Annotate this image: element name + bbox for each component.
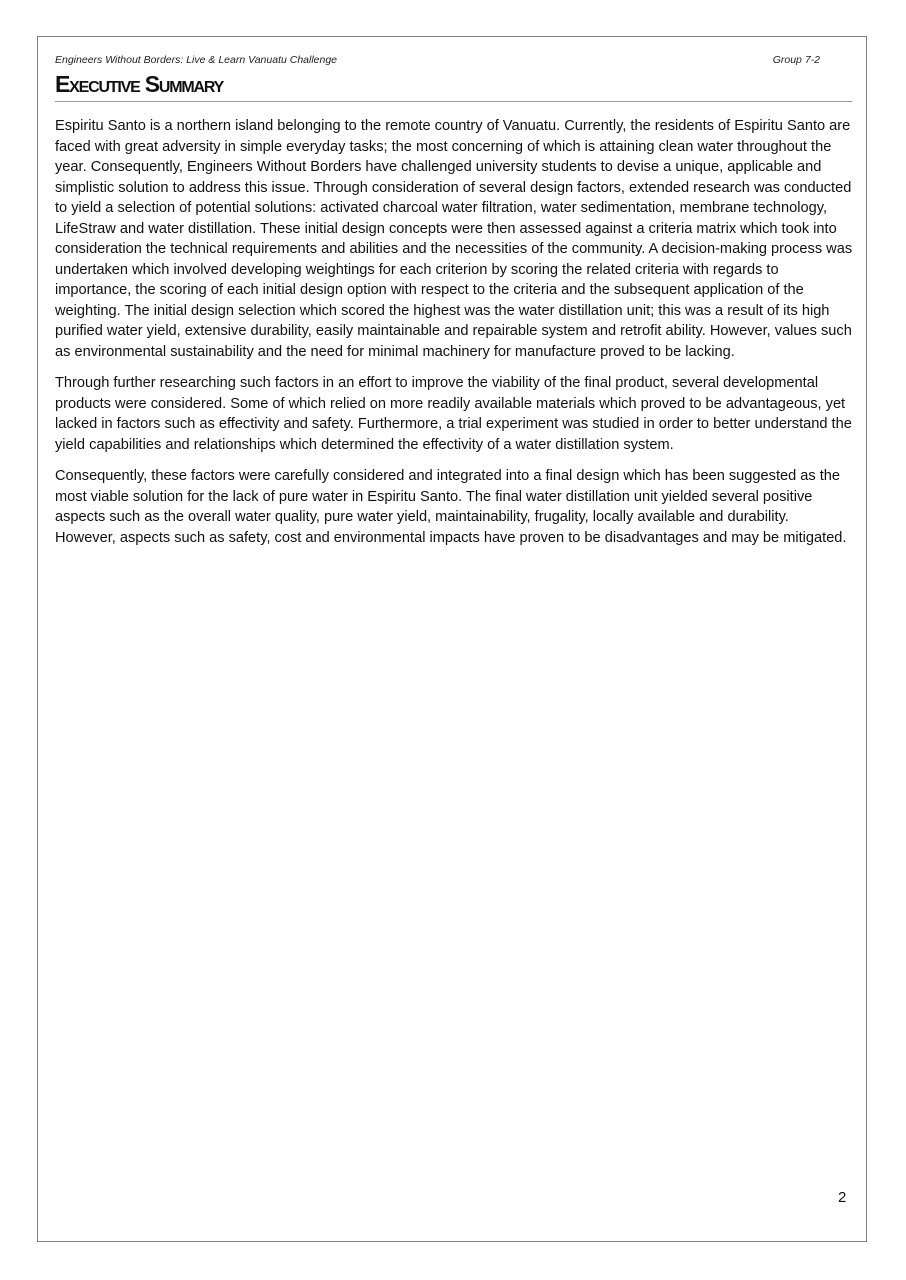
header-document-title: Engineers Without Borders: Live & Learn Vanuatu Challenge xyxy=(55,54,338,66)
header-group-label: Group 7-2 xyxy=(772,54,820,66)
body-text xyxy=(55,116,853,559)
paragraph-2: Through further researching such factors in an effort to improve the viability of the final product, several developmental products were considered. Some of which relied on more readily available materials which proved to be advantageous, yet lacked in factors such as effectivity and safety. Furthermore, a trial experiment was studied in order to better understand the yield capabilities and relationships which determined the effectivity of a water distillation system. xyxy=(55,375,852,453)
paragraph-1: Espiritu Santo is a northern island belonging to the remote country of Vanuatu. Currently, the residents of Espiritu Santo are faced with great adversity in simple everyday tasks; the most concerning of which is attaining clean water throughout the year. Consequently, Engineers Without Borders have challenged university students to devise a unique, applicable and simplistic solution to address this issue. Through consideration of several design factors, extended research was conducted to yield a selection of potential solutions: activated charcoal water filtration, water sedimentation, membrane technology, LifeStraw and water distillation. These initial design concepts were then assessed against a criteria matrix which took into consideration the technical requirements and abilities and the necessities of the community. A decision-making process was undertaken which involved developing weightings for each criterion by scoring the related criteria with regards to importance, the scoring of each initial design option with respect to the criteria and the subsequent application of the weighting. The initial design selection which scored the highest was the water distillation unit; this was a result of its high purified water yield, extensive durability, easily maintainable and repairable system and retrofit ability. However, values such as environmental sustainability and the need for minimal machinery for manufacture proved to be lacking. xyxy=(55,118,853,360)
page-number: 2 xyxy=(838,1189,847,1206)
section-title: Executive Summary xyxy=(55,71,224,97)
title-underline-rule xyxy=(55,101,852,102)
paragraph-3: Consequently, these factors were carefully considered and integrated into a final design which has been suggested as the most viable solution for the lack of pure water in Espiritu Santo. The final water distillation unit yielded several positive aspects such as the overall water quality, pure water yield, maintainability, frugality, locally available and durability. However, aspects such as safety, cost and environmental impacts have proven to be disadvantages and may be mitigated. xyxy=(55,468,847,546)
running-header xyxy=(55,54,820,66)
